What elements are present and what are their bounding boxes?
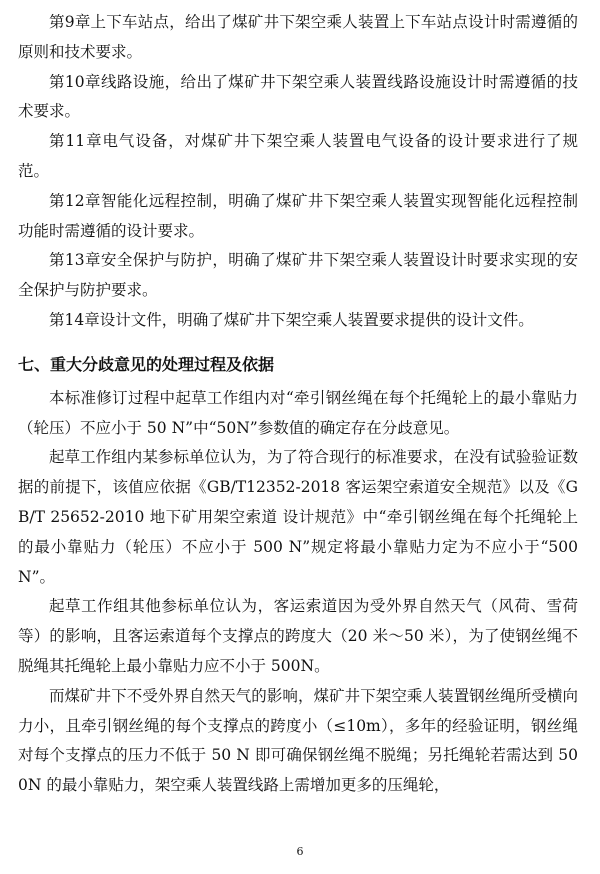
chapter-9-paragraph: 第9章上下车站点，给出了煤矿井下架空乘人装置上下车站点设计时需遵循的原则和技术要求。 bbox=[18, 13, 578, 61]
chapter-11-paragraph: 第11章电气设备，对煤矿井下架空乘人装置电气设备的设计要求进行了规范。 bbox=[18, 132, 578, 180]
dispute-intro-paragraph: 本标准修订过程中起草工作组内对“牵引钢丝绳在每个托绳轮上的最小靠贴力（轮压）不应小于 50 N”中“50N”参数值的确定存在分歧意见。 bbox=[18, 388, 578, 437]
second-opinion-paragraph: 起草工作组其他参标单位认为，客运索道因为受外界自然天气（风荷、雪荷等）的影响，且客运索道每个支撑点的跨度大（20 米～50 米），为了使钢丝绳不脱绳其托绳轮上最小靠贴力应不小于 500N。 bbox=[18, 597, 578, 675]
chapter-14-paragraph: 第14章设计文件，明确了煤矿井下架空乘人装置要求提供的设计文件。 bbox=[49, 310, 534, 329]
chapter-12-paragraph: 第12章智能化远程控制，明确了煤矿井下架空乘人装置实现智能化远程控制功能时需遵循的设计要求。 bbox=[18, 191, 578, 240]
first-opinion-paragraph: 起草工作组内某参标单位认为，为了符合现行的标准要求，在没有试验验证数据的前提下，该值应依据《GB/T12352-2018 客运架空索道安全规范》以及《GB/T 25652-2010 地下矿用架空索道 设计规范》中“牵引钢丝绳在每个托绳轮上的最小靠贴力（轮压）不应小于 500 N”规定将最小靠贴力定为不应小于“500 N”。 bbox=[18, 448, 578, 586]
chapter-13-paragraph: 第13章安全保护与防护，明确了煤矿井下架空乘人装置设计时要求实现的安全保护与防护要求。 bbox=[18, 251, 578, 300]
chapter-10-paragraph: 第10章线路设施，给出了煤矿井下架空乘人装置线路设施设计时需遵循的技术要求。 bbox=[18, 72, 578, 121]
mine-conditions-paragraph: 而煤矿井下不受外界自然天气的影响，煤矿井下架空乘人装置钢丝绳所受横向力小，且牵引钢丝绳的每个支撑点的跨度小（≤10m），多年的经验证明，钢丝绳对每个支撑点的压力不低于 50 N 即可确保钢丝绳不脱绳；另托绳轮若需达到 500N 的最小靠贴力，架空乘人装置线路上需增加更多的压绳轮， bbox=[18, 686, 578, 795]
section-heading: 七、重大分歧意见的处理过程及依据 bbox=[18, 354, 275, 374]
page-number: 6 bbox=[296, 845, 304, 858]
